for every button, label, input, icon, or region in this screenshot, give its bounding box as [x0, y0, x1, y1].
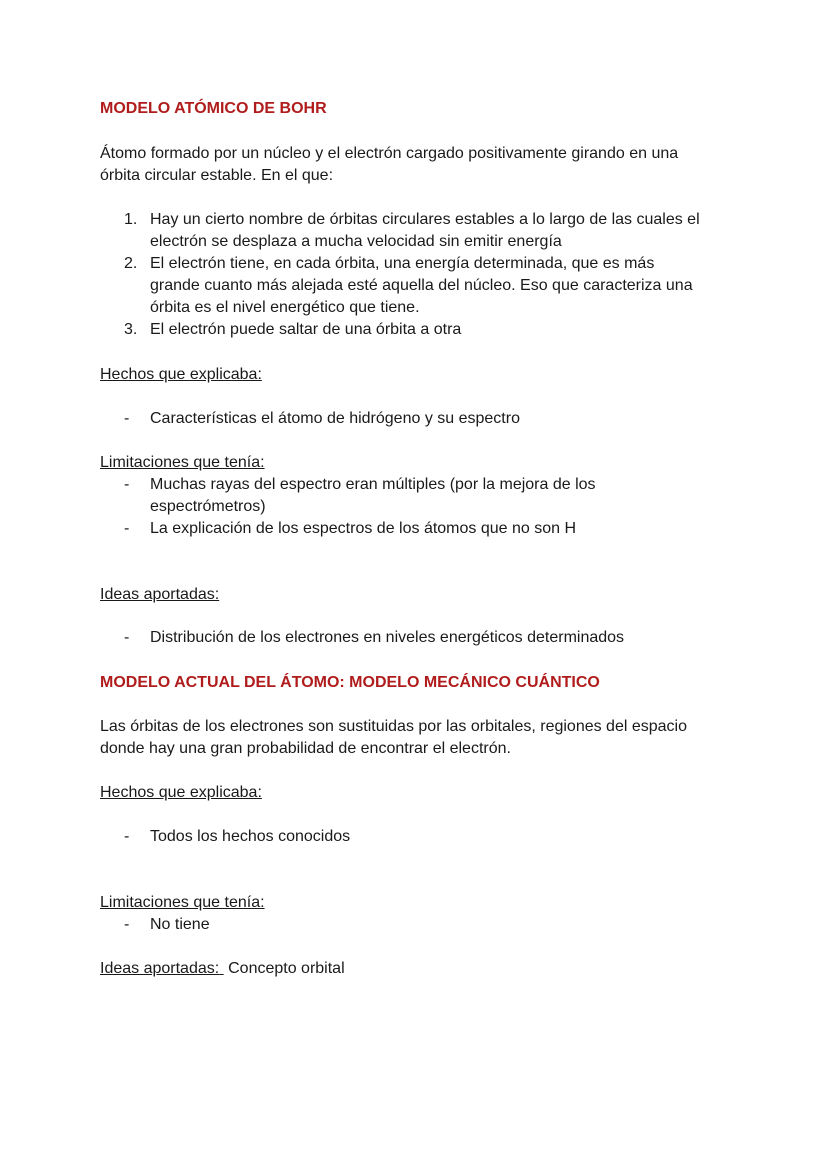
list-item-text: grande cuanto más alejada esté aquella del núcleo. Eso que caracteriza una	[150, 277, 693, 294]
list-item-text: órbita es el nivel energético que tiene.	[150, 299, 420, 316]
bohr-intro-line-1: Átomo formado por un núcleo y el electrón cargado positivamente girando en una	[100, 145, 679, 162]
bullet-text: Distribución de los electrones en niveles energéticos determinados	[150, 629, 625, 646]
bohr-facts-label: Hechos que explicaba:	[100, 366, 262, 383]
dash-marker: -	[124, 828, 130, 845]
list-number: 2.	[124, 255, 138, 272]
section-title-bohr: MODELO ATÓMICO DE BOHR	[100, 100, 327, 117]
bullet-text: espectrómetros)	[150, 498, 266, 515]
bullet-text: Muchas rayas del espectro eran múltiples (por la mejora de los	[150, 476, 596, 493]
quantum-ideas-row	[100, 958, 345, 980]
bullet-text: Características el átomo de hidrógeno y su espectro	[150, 410, 520, 427]
quantum-ideas-label: Ideas aportadas:	[100, 960, 220, 977]
dash-marker: -	[124, 476, 130, 493]
dash-marker: -	[124, 520, 130, 537]
bohr-limits-label: Limitaciones que tenía:	[100, 454, 265, 471]
list-number: 3.	[124, 321, 138, 338]
bohr-ideas-label: Ideas aportadas:	[100, 586, 220, 603]
ideas-label-gap	[219, 960, 223, 977]
quantum-ideas-value: Concepto orbital	[228, 960, 345, 977]
list-item-text: electrón se desplaza a mucha velocidad sin emitir energía	[150, 233, 562, 250]
section-title-quantum: MODELO ACTUAL DEL ÁTOMO: MODELO MECÁNICO CUÁNTICO	[100, 674, 600, 691]
list-number: 1.	[124, 211, 138, 228]
bullet-text: La explicación de los espectros de los átomos que no son H	[150, 520, 577, 537]
list-item-text: Hay un cierto nombre de órbitas circulares estables a lo largo de las cuales el	[150, 211, 700, 228]
quantum-intro-line-1: Las órbitas de los electrones son sustituidas por las orbitales, regiones del espacio	[100, 718, 687, 735]
quantum-facts-label: Hechos que explicaba:	[100, 784, 262, 801]
list-item-text: El electrón tiene, en cada órbita, una energía determinada, que es más	[150, 255, 655, 272]
bohr-intro-line-2: órbita circular estable. En el que:	[100, 167, 334, 184]
dash-marker: -	[124, 629, 130, 646]
bullet-text: No tiene	[150, 916, 210, 933]
dash-marker: -	[124, 410, 130, 427]
quantum-intro-line-2: donde hay una gran probabilidad de encontrar el electrón.	[100, 740, 511, 757]
quantum-limits-label: Limitaciones que tenía:	[100, 894, 265, 911]
list-item-text: El electrón puede saltar de una órbita a otra	[150, 321, 462, 338]
dash-marker: -	[124, 916, 130, 933]
bullet-text: Todos los hechos conocidos	[150, 828, 351, 845]
